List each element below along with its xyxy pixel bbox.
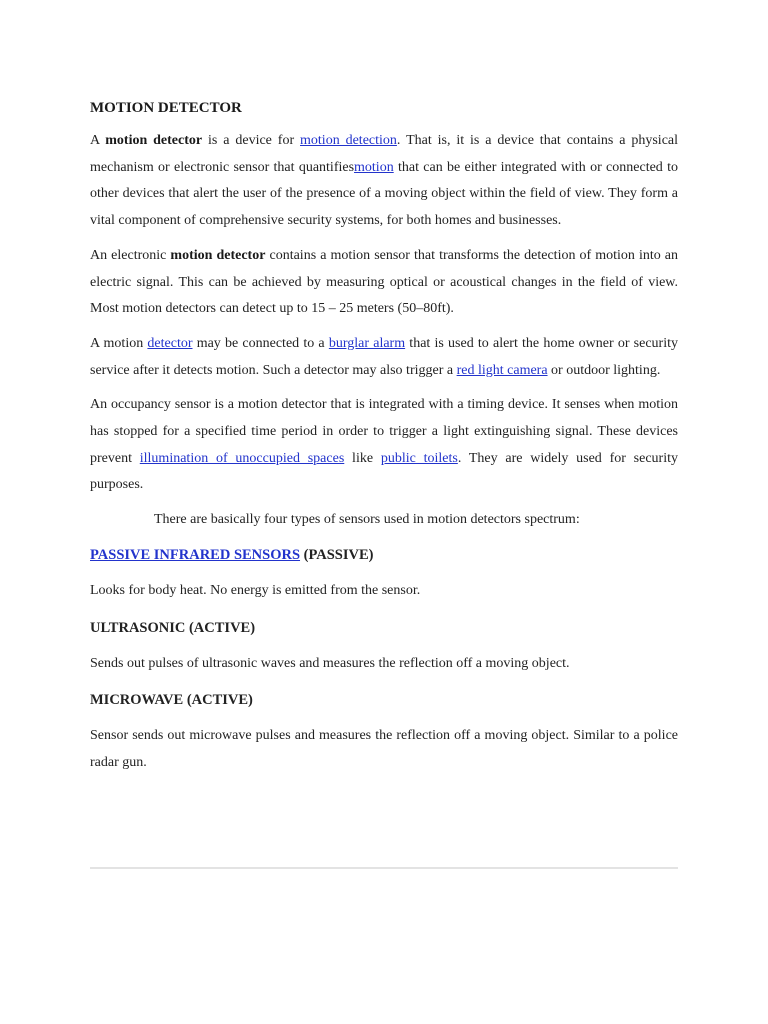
text: An occupancy sensor is a motion detector that is integrated with a timing device. It senses when motion has stopped for a specified time period in order to trigger a light extinguishing signal. These devices prevent: [90, 397, 678, 466]
paragraph-connection: [90, 331, 678, 384]
link-passive-infrared-sensors[interactable]: PASSIVE INFRARED SENSORS: [90, 546, 301, 563]
link-burglar-alarm[interactable]: burglar alarm: [328, 335, 406, 351]
sensor-heading-microwave: MICROWAVE (ACTIVE): [90, 692, 253, 709]
text: that can be either integrated with or connected to other devices that alert the user of the presence of a moving object within the field of view. They form a vital component of comprehensive security systems, for both homes and businesses.: [90, 159, 678, 229]
bold-term: motion detector: [170, 247, 266, 263]
text: . That is, it is a device that contains a physical mechanism or electronic sensor that quantifies: [90, 133, 679, 175]
link-illumination-unoccupied-spaces[interactable]: illumination of unoccupied spaces: [139, 450, 345, 466]
text: . They are widely used for security purposes.: [90, 450, 678, 493]
paragraph-occupancy: [90, 392, 678, 499]
horizontal-divider: [90, 867, 678, 869]
sensor-description: Sends out pulses of ultrasonic waves and measures the reflection off a moving object.: [90, 655, 570, 671]
paragraph-intro: [90, 128, 678, 235]
sensor-description: Looks for body heat. No energy is emitted from the sensor.: [90, 582, 421, 598]
page-title: MOTION DETECTOR: [90, 100, 242, 116]
link-motion-detection[interactable]: motion detection: [300, 133, 397, 148]
text: that is used to alert the home owner or security service after it detects motion. Such a detector may also trigger a: [90, 335, 678, 378]
text: A: [90, 133, 106, 148]
text: A motion: [90, 335, 148, 351]
link-public-toilets[interactable]: public toilets: [380, 450, 458, 466]
heading-suffix: (PASSIVE): [300, 546, 374, 563]
text: like: [344, 450, 381, 466]
link-motion[interactable]: motion: [354, 159, 394, 175]
paragraph-sensor-types-intro: There are basically four types of sensors used in motion detectors spectrum:: [154, 512, 580, 528]
document-page: [90, 96, 678, 785]
text: is a device for: [202, 133, 301, 148]
bold-term: motion detector: [105, 133, 203, 148]
link-red-light-camera[interactable]: red light camera: [456, 362, 548, 378]
paragraph-electronic: [90, 243, 678, 323]
sensor-heading-passive-infrared: [90, 542, 678, 568]
sensor-description: Sensor sends out microwave pulses and measures the reflection off a moving object. Similar to a police radar gun.: [90, 728, 678, 770]
text: may be connected to a: [192, 335, 329, 351]
text: or outdoor lighting.: [547, 362, 661, 378]
text: contains a motion sensor that transforms the detection of motion into an electric signal. This can be achieved by measuring optical or acoustical changes in the field of view. Most motion detectors can detect up to 15 – 25 meters (50–80ft).: [90, 247, 679, 317]
sensor-heading-ultrasonic: ULTRASONIC (ACTIVE): [90, 619, 256, 636]
text: An electronic: [90, 247, 171, 263]
link-detector[interactable]: detector: [147, 335, 193, 351]
